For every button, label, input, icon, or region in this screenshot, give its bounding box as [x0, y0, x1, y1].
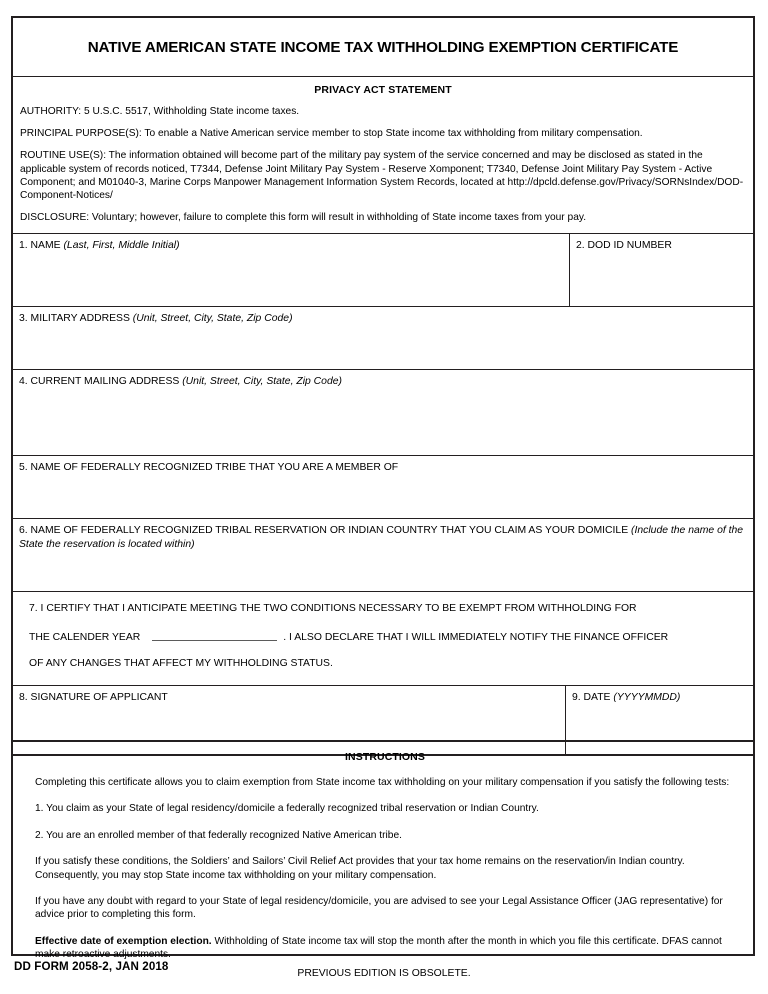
page-title: NATIVE AMERICAN STATE INCOME TAX WITHHOLDING EXEMPTION CERTIFICATE	[87, 38, 679, 56]
form-id-footer: DD FORM 2058-2, JAN 2018	[14, 960, 169, 973]
instructions-doubt-text: If you have any doubt with regard to your State of legal residency/domicile, you are advised to see your Legal Assistance Officer (JAG representative) for advice prior to completing this form.	[35, 896, 723, 921]
certification-line-1: 7. I CERTIFY THAT I ANTICIPATE MEETING THE TWO CONDITIONS NECESSARY TO BE EXEMPT FROM WITHHOLDING FOR	[29, 603, 637, 615]
row-domicile	[13, 519, 753, 592]
effective-date-label: Effective date of exemption election.	[35, 935, 212, 947]
instructions-effective-date-text	[35, 935, 735, 962]
previous-edition-note: PREVIOUS EDITION IS OBSOLETE.	[297, 968, 471, 979]
privacy-authority-text: AUTHORITY: 5 U.S.C. 5517, Withholding State income taxes.	[20, 106, 300, 117]
privacy-disclosure-text: DISCLOSURE: Voluntary; however, failure to complete this form will result in withholding of State income taxes from your pay.	[20, 212, 587, 224]
effective-date-body: Withholding of State income tax will stop the month after the month in which you file this certificate. DFAS cannot make retroactive adjustments.	[35, 935, 722, 961]
field-tribe-name-label: 5. NAME OF FEDERALLY RECOGNIZED TRIBE THAT YOU ARE A MEMBER OF	[19, 462, 399, 474]
field-military-address[interactable]	[13, 307, 753, 369]
row-military-address	[13, 307, 753, 370]
row-name-dodid	[13, 234, 753, 307]
privacy-act-section	[13, 77, 753, 234]
row-tribe-name	[13, 456, 753, 519]
instructions-intro-text: Completing this certificate allows you to claim exemption from State income tax withholding on your military compensation if you satisfy the following tests:	[35, 777, 730, 788]
privacy-act-heading: PRIVACY ACT STATEMENT	[314, 84, 452, 96]
field-military-address-label: 3. MILITARY ADDRESS (Unit, Street, City, State, Zip Code)	[19, 313, 293, 325]
form-title-row	[13, 18, 753, 77]
field-tribe-name[interactable]	[13, 456, 753, 518]
field-certification	[13, 592, 753, 685]
field-domicile-label: 6. NAME OF FEDERALLY RECOGNIZED TRIBAL RESERVATION OR INDIAN COUNTRY THAT YOU CLAIM AS YOUR DOMICILE (Include the name of the State the reservation is located within)	[19, 525, 744, 550]
instructions-conditions-text: If you satisfy these conditions, the Soldiers’ and Sailors’ Civil Relief Act provides that your tax home remains on the reservation/in Indian country. Consequently, you may stop State income tax withholding on your military compensation.	[35, 856, 685, 881]
field-current-mailing-address[interactable]	[13, 370, 753, 455]
form-table	[11, 16, 755, 756]
instructions-test-1-text: 1. You claim as your State of legal residency/domicile a federally recognized tribal reservation or Indian Country.	[35, 803, 539, 815]
field-date-label: 9. DATE (YYYYMMDD)	[572, 692, 681, 704]
field-dod-id-number-label: 2. DOD ID NUMBER	[576, 240, 672, 252]
certification-line-2	[29, 629, 753, 644]
privacy-principal-purpose-text: PRINCIPAL PURPOSE(S): To enable a Native American service member to stop State income tax withholding from military compensation.	[20, 128, 643, 140]
row-certification	[13, 592, 753, 686]
field-name-label: 1. NAME (Last, First, Middle Initial)	[19, 240, 180, 252]
certification-line-3: OF ANY CHANGES THAT AFFECT MY WITHHOLDING STATUS.	[29, 658, 333, 670]
instructions-section	[11, 740, 755, 961]
calendar-year-prefix: THE CALENDER YEAR	[29, 631, 141, 643]
instructions-test-2-text: 2. You are an enrolled member of that federally recognized Native American tribe.	[35, 829, 402, 841]
instructions-heading: INSTRUCTIONS	[345, 751, 425, 763]
row-mailing-address	[13, 370, 753, 456]
privacy-routine-use-text: ROUTINE USE(S): The information obtained will become part of the military pay system of the service concerned and may be disclosed as stated in the applicable system of records noticed, T7344, Defense Joint Military Pay System - Reserve Xomponent; T7340, Defense Joint Military Pay System - Active Component; and M01040-3, Marine Corps Manpower Management Information System Records, located at http://dpcld.defense.gov/Privacy/SORNsIndex/DOD-Component-Notices/	[20, 150, 744, 202]
calendar-year-input[interactable]	[152, 629, 277, 641]
field-domicile[interactable]	[13, 519, 753, 591]
field-current-mailing-address-label: 4. CURRENT MAILING ADDRESS (Unit, Street, City, State, Zip Code)	[19, 376, 342, 388]
field-dod-id-number[interactable]	[570, 234, 753, 306]
calendar-year-suffix: . I ALSO DECLARE THAT I WILL IMMEDIATELY NOTIFY THE FINANCE OFFICER	[283, 631, 669, 643]
field-name[interactable]	[13, 234, 570, 306]
field-signature-label: 8. SIGNATURE OF APPLICANT	[19, 692, 168, 704]
